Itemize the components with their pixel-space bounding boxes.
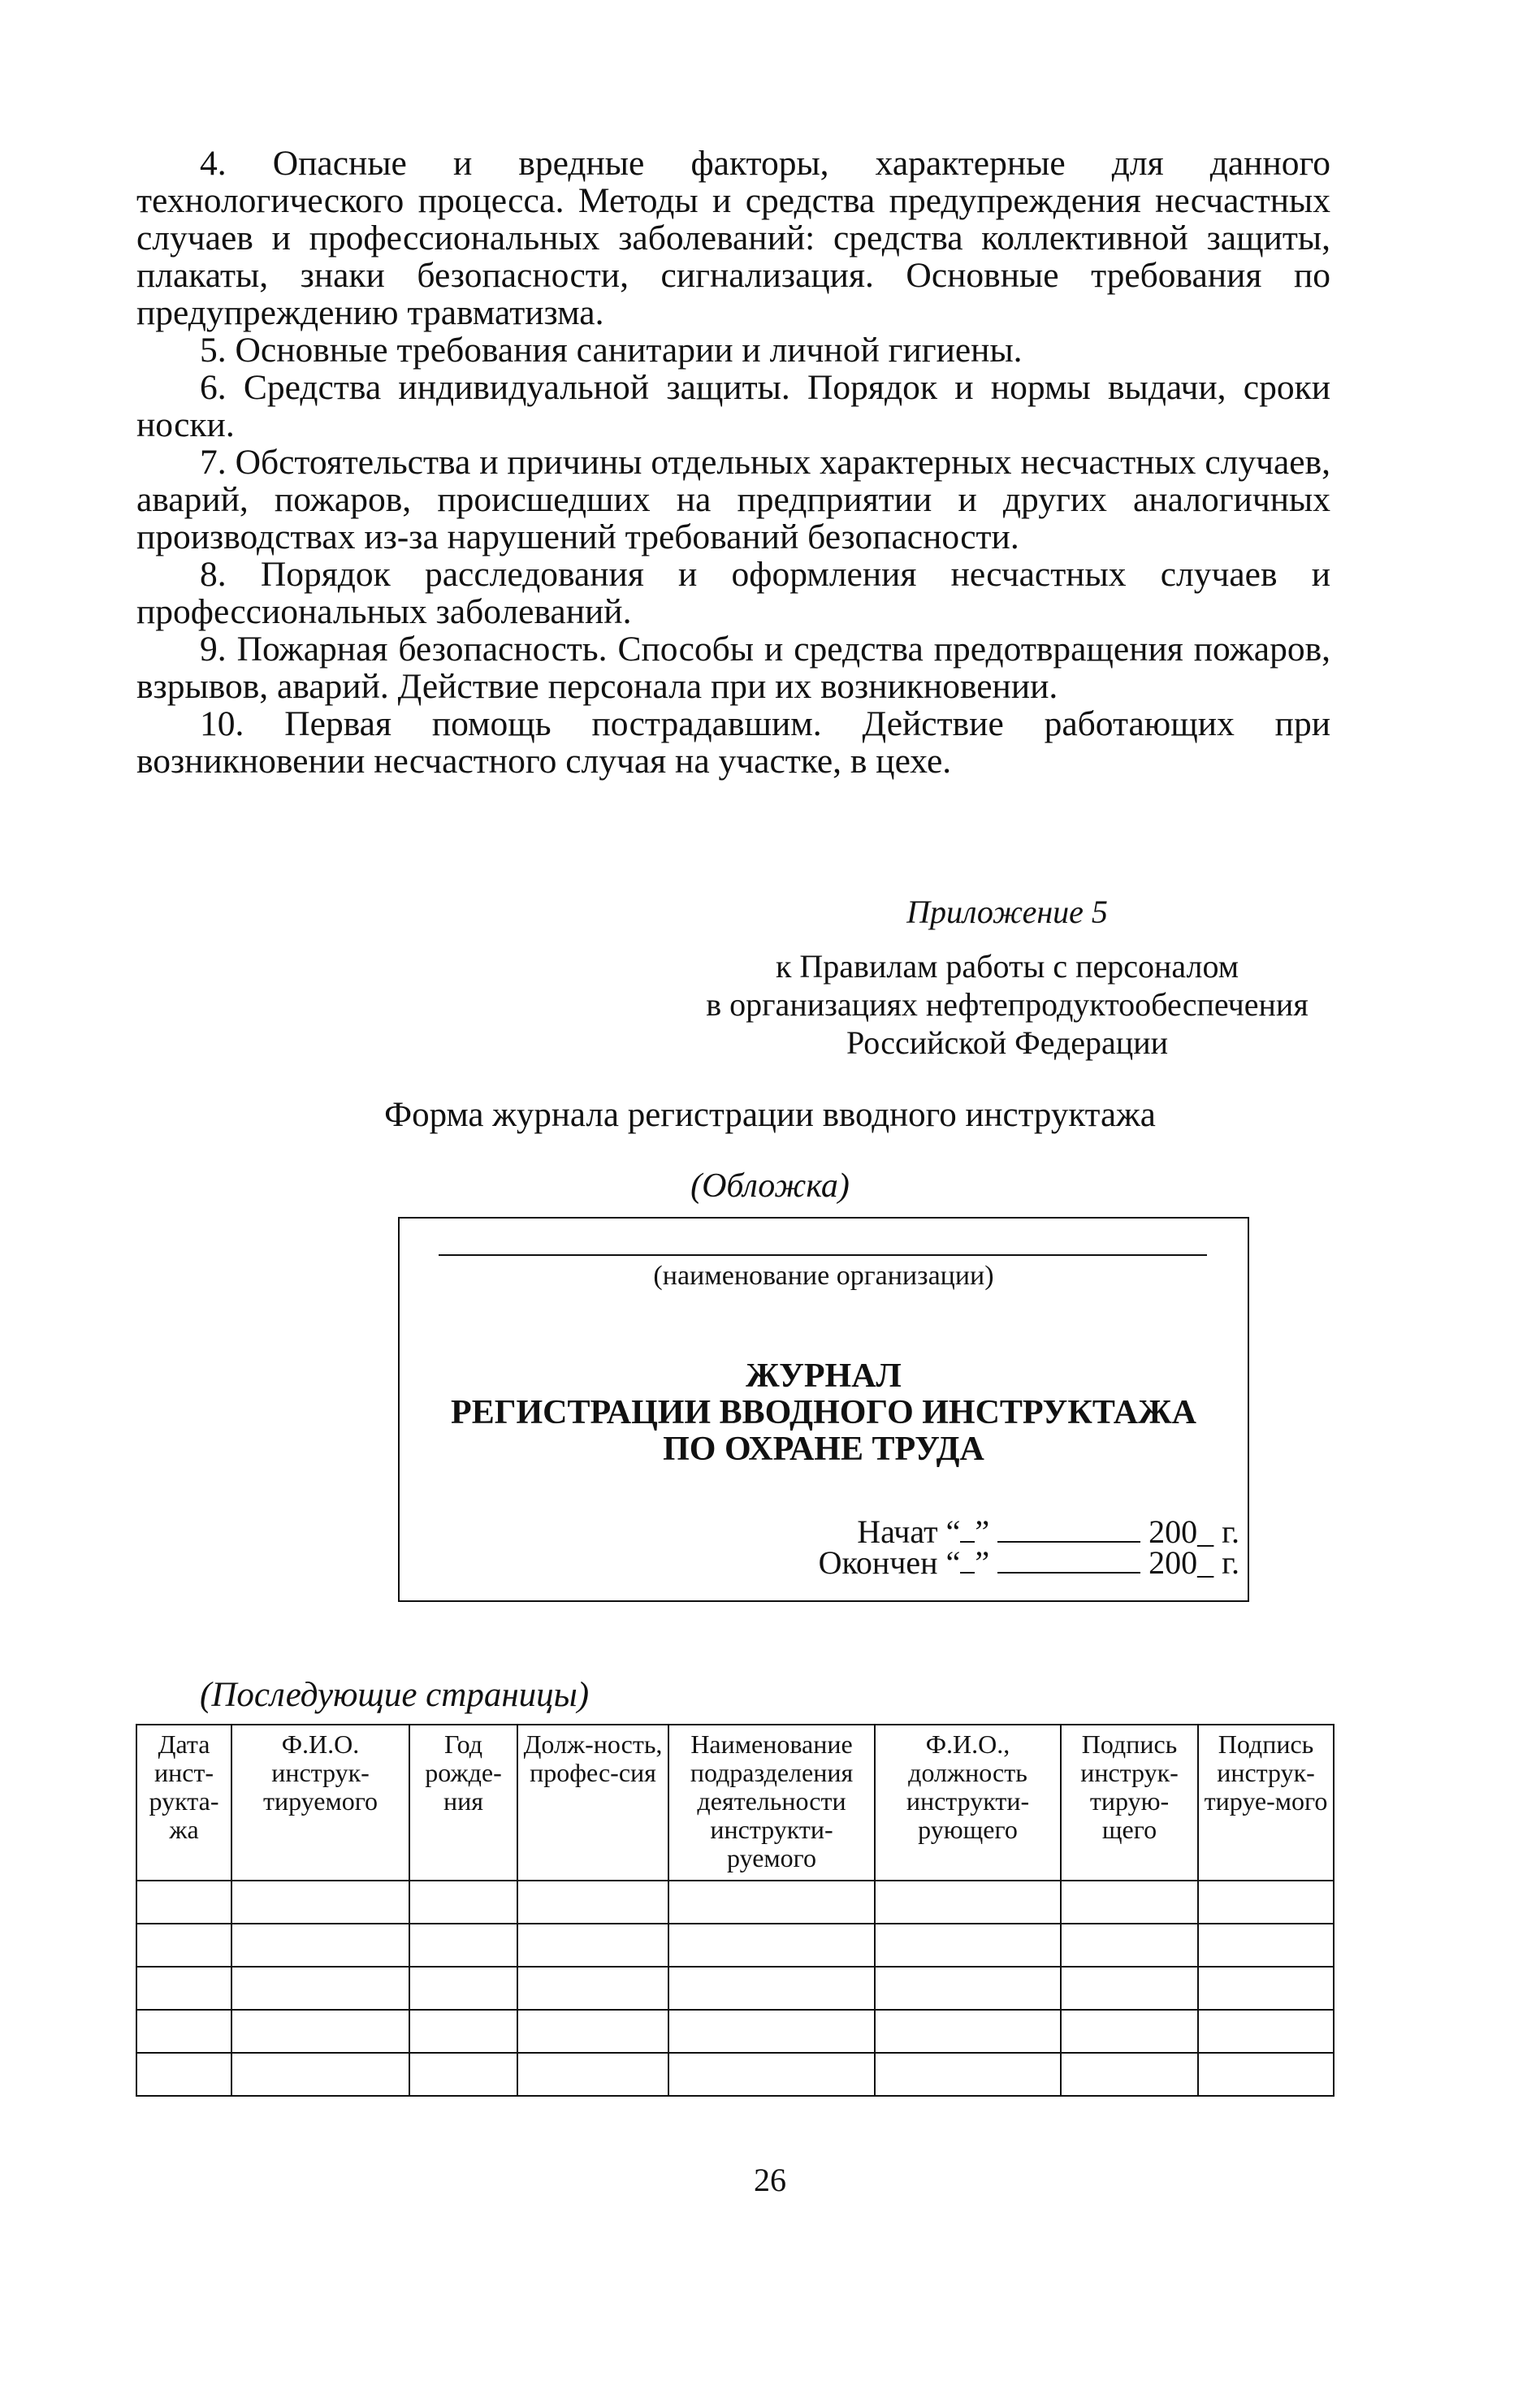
table-cell (409, 2053, 517, 2096)
table-cell (875, 1967, 1061, 2010)
journal-title (400, 1358, 1248, 1468)
month-blank (997, 1548, 1140, 1574)
table-cell (1061, 2010, 1198, 2053)
table-cell (668, 1967, 875, 2010)
table-cell (1198, 1881, 1334, 1924)
table-row (136, 1924, 1334, 1967)
table-cell (1061, 2053, 1198, 2096)
instruction-item: 4. Опасные и вредные факторы, характерные для данного технологического процесса. Методы и средства предупреждения несчастных случаев и профессиональных заболеваний: средства коллективной защиты, плакаты, знаки безопасности, сигнализация. Основные требования по предупреждению травматизма. (136, 144, 1330, 332)
table-row (136, 1881, 1334, 1924)
table-cell (668, 2053, 875, 2096)
table-cell (517, 1967, 668, 2010)
started-label: Начат “ (857, 1513, 961, 1550)
year-field: 200_ г. (1149, 1513, 1239, 1550)
column-header: Наименование подразделения деятельности инструкти-руемого (668, 1725, 875, 1881)
appendix-line: к Правилам работы с персоналом (775, 948, 1239, 985)
table-cell (1198, 1967, 1334, 2010)
journal-cover (398, 1217, 1249, 1602)
table-cell (1198, 2053, 1334, 2096)
page-number: 26 (754, 2162, 786, 2198)
quote-close: ” (975, 1544, 990, 1581)
journal-title-line: РЕГИСТРАЦИИ ВВОДНОГО ИНСТРУКТАЖА (451, 1394, 1196, 1431)
table-cell (517, 1881, 668, 1924)
form-title: Форма журнала регистрации вводного инструктажа (384, 1096, 1156, 1134)
table-cell (409, 1967, 517, 2010)
table-body (136, 1881, 1334, 2096)
column-header: Дата инст-рукта-жа (136, 1725, 231, 1881)
instruction-item: 6. Средства индивидуальной защиты. Порядок и нормы выдачи, сроки носки. (136, 368, 1330, 444)
day-blank (960, 1517, 975, 1543)
table-cell (231, 1967, 409, 2010)
table-cell (668, 2010, 875, 2053)
month-blank (997, 1517, 1140, 1543)
table-cell (668, 1881, 875, 1924)
journal-title-line: ПО ОХРАНЕ ТРУДА (663, 1431, 984, 1468)
table-row (136, 2010, 1334, 2053)
table-cell (1061, 1881, 1198, 1924)
column-header: Ф.И.О., должность инструкти-рующего (875, 1725, 1061, 1881)
table-cell (875, 2053, 1061, 2096)
cover-label: (Обложка) (690, 1167, 850, 1205)
table-cell (517, 1924, 668, 1967)
day-blank (960, 1548, 975, 1574)
finished-label: Окончен “ (818, 1544, 961, 1581)
column-header: Долж-ность, профес-сия (517, 1725, 668, 1881)
journal-title-line: ЖУРНАЛ (746, 1357, 902, 1395)
table-cell (1061, 1967, 1198, 2010)
organization-caption: (наименование организации) (653, 1261, 994, 1291)
table-cell (875, 1924, 1061, 1967)
appendix-header (487, 893, 1527, 1062)
instruction-item: 5. Основные требования санитарии и личной гигиены. (200, 331, 1023, 370)
table-cell (1198, 1924, 1334, 1967)
table-cell (409, 1924, 517, 1967)
table-cell (231, 2010, 409, 2053)
table-cell (1061, 1924, 1198, 1967)
finished-date-row (819, 1543, 1239, 1582)
appendix-line: в организациях нефтепродуктообеспечения (706, 986, 1309, 1023)
table-cell (668, 1924, 875, 1967)
table-cell (231, 1881, 409, 1924)
table-cell (875, 2010, 1061, 2053)
table-cell (136, 1967, 231, 2010)
table-cell (1198, 2010, 1334, 2053)
year-field: 200_ г. (1149, 1544, 1239, 1581)
subsequent-pages-label: (Последующие страницы) (200, 1676, 590, 1714)
column-header: Ф.И.О. инструк-тируемого (231, 1725, 409, 1881)
table-row (136, 2053, 1334, 2096)
table-cell (136, 2053, 231, 2096)
table-cell (517, 2010, 668, 2053)
table-cell (517, 2053, 668, 2096)
appendix-line: Российской Федерации (846, 1024, 1169, 1061)
registration-table (136, 1724, 1335, 2097)
instruction-item: 9. Пожарная безопасность. Способы и средства предотвращения пожаров, взрывов, аварий. Действие персонала при их возникновении. (136, 630, 1330, 706)
column-header: Подпись инструк-тируе-мого (1198, 1725, 1334, 1881)
table-cell (875, 1881, 1061, 1924)
table-cell (231, 2053, 409, 2096)
column-header: Год рожде-ния (409, 1725, 517, 1881)
table-cell (231, 1924, 409, 1967)
table-cell (409, 1881, 517, 1924)
table-cell (136, 2010, 231, 2053)
table-row (136, 1967, 1334, 2010)
table-cell (136, 1881, 231, 1924)
table-cell (409, 2010, 517, 2053)
instruction-item: 10. Первая помощь пострадавшим. Действие работающих при возникновении несчастного случая на участке, в цехе. (136, 704, 1330, 781)
quote-close: ” (975, 1513, 990, 1550)
column-header: Подпись инструк-тирую-щего (1061, 1725, 1198, 1881)
table-cell (136, 1924, 231, 1967)
organization-blank-line (439, 1254, 1207, 1256)
instruction-item: 8. Порядок расследования и оформления несчастных случаев и профессиональных заболеваний. (136, 555, 1330, 631)
table-header-row (136, 1725, 1334, 1881)
instruction-list (136, 145, 1330, 780)
appendix-title: Приложение 5 (906, 894, 1108, 930)
instruction-item: 7. Обстоятельства и причины отдельных характерных несчастных случаев, аварий, пожаров, происшедших на предприятии и других аналогичных производствах из-за нарушений требований безопасности. (136, 443, 1330, 556)
